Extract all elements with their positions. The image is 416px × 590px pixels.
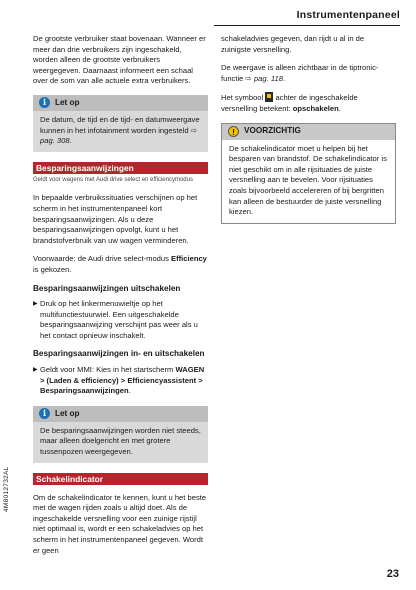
subheading-toggle: Besparingsaanwijzingen in- en uitschakelen [33, 349, 205, 359]
requirement-paragraph [33, 254, 208, 275]
document-code: 4M8012732AL [3, 466, 10, 512]
paragraph-text: De weergave is alleen zichtbaar in de tiptronic-functie [221, 63, 379, 83]
triangle-bullet-icon: ▶ [33, 301, 38, 308]
intro-paragraph: De grootste verbruiker staat bovenaan. Wanneer er meer dan drie verbruikers zijn ingeschakeld, worden alleen de grootste verbruikers weergegeven. Daarnaast informeert een schaal over de som van alle actuele extra verbruikers. [33, 34, 206, 86]
paragraph: Om de schakelindicator te kennen, kunt u het beste met de wagen rijden zoals u altijd doet. Als de ingeschakelde versnelling voor een zuinige rijstijl niet optimaal is, wordt er een schakeladvies op het scherm in het instrumentenpaneel gegeven. Wordt er geen [33, 492, 207, 555]
note-label: Let op [55, 97, 80, 107]
note-body [33, 111, 208, 152]
requirement-text: Voorwaarde: de Audi drive select-modus [33, 254, 172, 264]
paragraph-text: achter de ingeschakelde versnelling betekent: [221, 93, 358, 113]
warning-body: De schakelindicator moet u helpen bij het besparen van brandstof. De schakelindicator is niet geschikt om in alle rijsituaties de juiste versnelling aan te bevelen. Voor rijsituaties zoals bijvoorbeeld accelereren of bij bergritten kan alleen de bestuurder de juiste versnelling kiezen. [229, 143, 387, 217]
note-box [33, 406, 208, 463]
note-text: De datum, de tijd en de tijd- en datumweergave kunnen in het infotainment worden ingesteld [40, 114, 200, 135]
warning-header [222, 124, 395, 140]
right-column [221, 34, 396, 234]
info-icon: i [39, 97, 50, 108]
bullet-step [33, 299, 208, 341]
warning-box [221, 123, 396, 224]
header-rule [214, 25, 400, 26]
section-subtitle: Geldt voor wagens met Audi drive select en efficiencymodus [33, 176, 193, 183]
note-body: De besparingsaanwijzingen worden niet steeds, maar alleen doelgericht en met grotere tussenpozen weergegeven. [40, 425, 201, 457]
page-reference-link[interactable]: ⇨ pag. 308 [40, 125, 198, 146]
warning-label: VOORZICHTIG [244, 126, 301, 136]
bullet-prefix: Geldt voor MMI: [40, 365, 97, 375]
section-heading: Schakelindicator [33, 473, 208, 485]
paragraph [221, 63, 396, 84]
page-reference-link[interactable]: ⇨ pag. 118 [245, 73, 283, 83]
menu-path: WAGEN > (Laden & efficiency) > Efficiencyassistent > Besparingsaanwijzingen [40, 365, 205, 396]
note-text-end: . [69, 136, 72, 146]
bullet-step [33, 365, 208, 397]
upshift-icon [265, 92, 273, 102]
bullet-end: . [128, 386, 131, 396]
paragraph-text: Het symbool [221, 93, 266, 103]
bullet-text: Druk op het linkermenuwieltje op het multifunctiestuurwiel. Een uitgeschakelde besparingsaanwijzing verschijnt pas weer als u het contact opnieuw inschakelt. [40, 299, 198, 340]
note-label: Let op [55, 408, 80, 418]
emphasis: opschakelen [292, 103, 339, 113]
paragraph [221, 92, 396, 114]
subheading-disable: Besparingsaanwijzingen uitschakelen [33, 283, 181, 293]
bullet-instruction: Kies in het startscherm [96, 365, 174, 375]
mode-name: Efficiency [171, 254, 207, 264]
note-header [33, 406, 208, 422]
warning-icon: ! [228, 126, 239, 137]
paragraph-text-end: . [282, 73, 286, 83]
paragraph-text-end: . [338, 103, 341, 113]
triangle-bullet-icon: ▶ [33, 367, 38, 374]
info-icon: i [39, 408, 50, 419]
section-heading: Besparingsaanwijzingen [33, 162, 208, 174]
page-number: 23 [386, 568, 399, 580]
bullet-text [40, 365, 208, 397]
note-box [33, 95, 208, 152]
left-column [33, 34, 208, 564]
note-header [33, 95, 208, 111]
requirement-text-end: is gekozen. [33, 264, 72, 274]
paragraph: In bepaalde verbruikssituaties verschijnen op het scherm in het instrumentenpaneel kort besparingsaanwijzingen. Als u deze besparingsaanwijzingen opvolgt, kunt u het brandstofverbruik van uw wagen verminderen. [33, 193, 198, 245]
paragraph: schakeladvies gegeven, dan rijdt u al in de zuinigste versnelling. [221, 34, 365, 54]
page-header-title: Instrumentenpaneel [296, 9, 400, 21]
